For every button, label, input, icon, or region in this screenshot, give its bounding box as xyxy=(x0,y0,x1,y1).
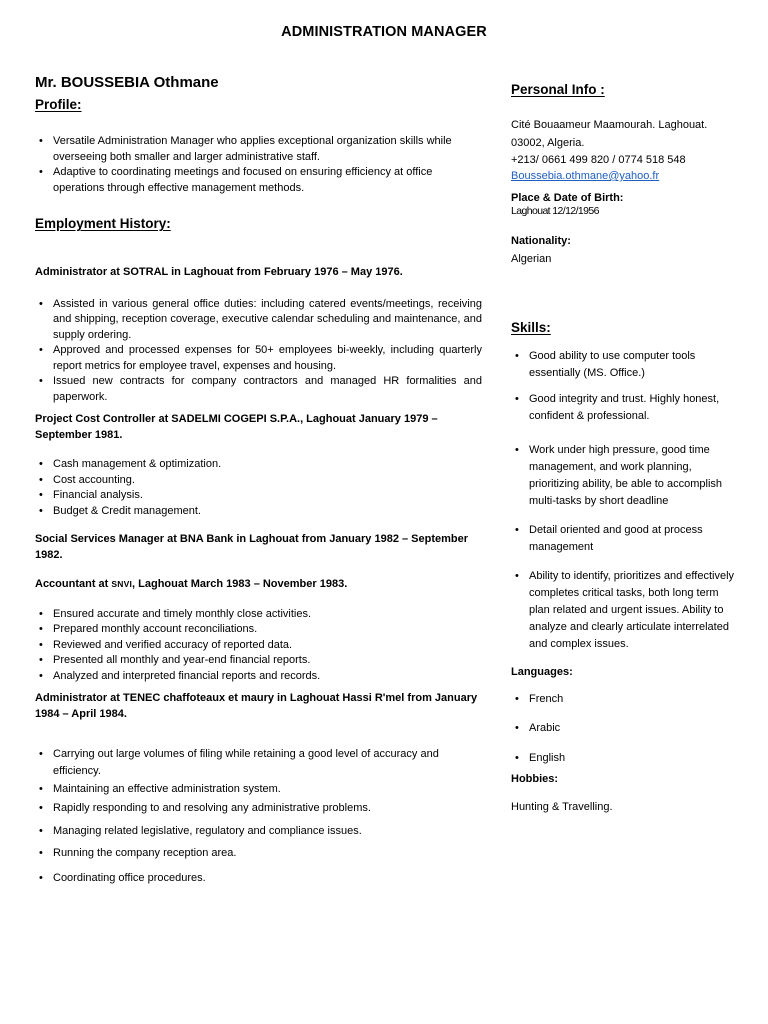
list-item: • Analyzed and interpreted financial reports and records. xyxy=(35,669,482,685)
birth-label: Place & Date of Birth: xyxy=(511,192,624,204)
list-item: • Managing related legislative, regulatory and compliance issues. xyxy=(35,824,482,840)
list-item: • Detail oriented and good at process management xyxy=(511,522,736,556)
list-item: • Work under high pressure, good time management, and work planning, prioritizing ability, be able to accomplish multi-tasks by short deadline xyxy=(511,442,736,510)
list-item: • Running the company reception area. xyxy=(35,846,482,862)
list-item: • Rapidly responding to and resolving any administrative problems. xyxy=(35,801,482,817)
job-title: Administrator at SOTRAL in Laghouat from February 1976 – May 1976. xyxy=(35,266,403,278)
skills-list xyxy=(511,348,736,653)
list-item: • Coordinating office procedures. xyxy=(35,871,482,887)
list-item: • Ability to identify, prioritizes and effectively completes critical tasks, both long term plan related and urgent issues. Ability to analyze and clearly articulate interrelated and complex issues. xyxy=(511,568,736,653)
main-column xyxy=(35,74,482,886)
job-duties-list xyxy=(35,607,482,685)
list-item: • French xyxy=(511,692,736,708)
job-title: Project Cost Controller at SADELMI COGEPI S.P.A., Laghouat January 1979 – September 1981. xyxy=(35,413,438,441)
list-item: • Presented all monthly and year-end financial reports. xyxy=(35,653,482,669)
page-title: ADMINISTRATION MANAGER xyxy=(281,24,487,40)
list-item: • Approved and processed expenses for 50+ employees bi-weekly, including quarterly report metrics for employee travel, expenses and housing. xyxy=(35,343,482,374)
address-line: 03002, Algeria. xyxy=(511,137,585,149)
email-link[interactable]: Boussebia.othmane@yahoo.fr xyxy=(511,170,660,182)
sidebar-column xyxy=(511,82,736,816)
job-title: Administrator at TENEC chaffoteaux et maury in Laghouat Hassi R'mel from January 1984 – April 1984. xyxy=(35,692,478,720)
candidate-name: Mr. BOUSSEBIA Othmane xyxy=(35,74,219,91)
list-item: • English xyxy=(511,751,736,767)
job-duties-list xyxy=(35,457,482,519)
list-item: • Prepared monthly account reconciliations. xyxy=(35,622,482,638)
job-title xyxy=(35,577,482,593)
list-item: • Cost accounting. xyxy=(35,473,482,489)
list-item: • Good ability to use computer tools essentially (MS. Office.) xyxy=(511,348,736,382)
nationality-value: Algerian xyxy=(511,253,552,265)
list-item: • Cash management & optimization. xyxy=(35,457,482,473)
list-item: • Carrying out large volumes of filing while retaining a good level of accuracy and efficiency. xyxy=(35,746,482,780)
list-item: • Ensured accurate and timely monthly close activities. xyxy=(35,607,482,623)
phone-number: +213/ 0661 499 820 / 0774 518 548 xyxy=(511,154,686,166)
languages-label: Languages: xyxy=(511,666,573,678)
hobbies-label: Hobbies: xyxy=(511,772,559,785)
email-link-row xyxy=(511,169,736,183)
personal-info-heading: Personal Info : xyxy=(511,82,605,97)
job-duties-list xyxy=(35,297,482,406)
list-item: • Issued new contracts for company contractors and managed HR formalities and paperwork. xyxy=(35,374,482,405)
list-item: • Reviewed and verified accuracy of reported data. xyxy=(35,638,482,654)
list-item: • Budget & Credit management. xyxy=(35,504,482,520)
list-item: • Good integrity and trust. Highly honest, confident & professional. xyxy=(511,391,736,425)
job-title: Social Services Manager at BNA Bank in Laghouat from January 1982 – September 1982. xyxy=(35,533,469,561)
skills-heading: Skills: xyxy=(511,320,551,335)
profile-heading: Profile: xyxy=(35,97,82,112)
list-item: • Versatile Administration Manager who applies exceptional organization skills while overseeing both smaller and larger administrative staff. xyxy=(35,134,482,165)
profile-list xyxy=(35,134,482,196)
company-acronym: SNVI xyxy=(111,579,133,589)
languages-list xyxy=(511,692,736,767)
hobbies-value: Hunting & Travelling. xyxy=(511,800,613,813)
list-item: • Maintaining an effective administration system. xyxy=(35,781,482,798)
list-item: • Financial analysis. xyxy=(35,488,482,504)
job-duties-list xyxy=(35,746,482,886)
list-item: • Adaptive to coordinating meetings and focused on ensuring efficiency at office operations through effective management methods. xyxy=(35,165,482,196)
address-line: Cité Bouaameur Maamourah. Laghouat. xyxy=(511,119,708,131)
job-title-part: Accountant at xyxy=(35,578,112,590)
job-title-part: , Laghouat March 1983 – November 1983. xyxy=(132,578,348,590)
list-item: • Assisted in various general office duties: including catered events/meetings, receiving and shipping, reception coverage, executive calendar scheduling and maintenance, and supply ordering. xyxy=(35,297,482,344)
nationality-label: Nationality: xyxy=(511,235,571,247)
list-item: • Arabic xyxy=(511,721,736,737)
employment-heading: Employment History: xyxy=(35,216,171,231)
birth-value: Laghouat 12/12/1956 xyxy=(511,205,599,217)
